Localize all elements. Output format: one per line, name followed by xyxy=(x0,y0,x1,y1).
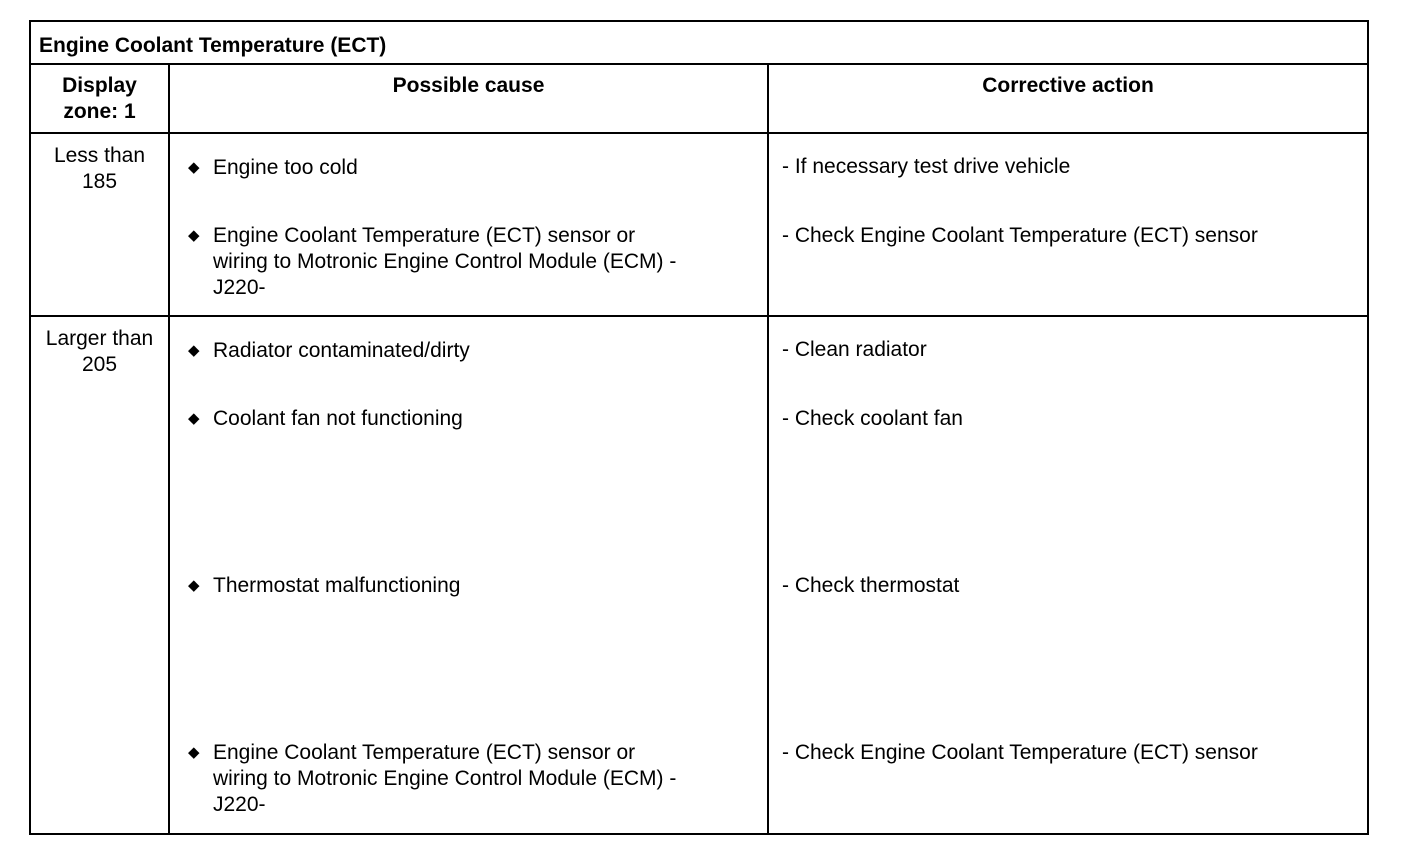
cause-line: Radiator contaminated/dirty xyxy=(213,339,470,363)
cause-cell xyxy=(169,133,768,316)
action-cell xyxy=(768,316,1368,834)
action-cell xyxy=(768,133,1368,316)
action-item: - Clean radiator xyxy=(782,338,927,362)
cause-cell xyxy=(169,316,768,834)
action-item: - Check thermostat xyxy=(782,574,960,598)
ect-diagnostic-table xyxy=(29,20,1369,835)
diamond-bullet-icon: ◆ xyxy=(188,159,200,177)
table-row xyxy=(30,133,1368,316)
diamond-bullet-icon: ◆ xyxy=(188,744,200,762)
title-row xyxy=(30,21,1368,64)
zone-line-2: 185 xyxy=(81,170,118,194)
cause-line: Engine Coolant Temperature (ECT) sensor or xyxy=(213,741,636,765)
cause-line: Engine Coolant Temperature (ECT) sensor or xyxy=(213,224,636,248)
cause-item xyxy=(170,740,767,818)
diamond-bullet-icon: ◆ xyxy=(188,410,200,428)
diamond-bullet-icon: ◆ xyxy=(188,342,200,360)
cause-line: J220- xyxy=(213,793,266,817)
header-display-zone-line-1: Display xyxy=(62,74,137,98)
diamond-bullet-icon: ◆ xyxy=(188,227,200,245)
zone-line-2: 205 xyxy=(81,353,118,377)
header-possible-cause: Possible cause xyxy=(169,64,768,133)
header-display-zone-line-2: zone: 1 xyxy=(63,100,136,124)
cause-item xyxy=(170,223,767,301)
header-corrective-action: Corrective action xyxy=(768,64,1368,133)
zone-cell xyxy=(30,316,169,834)
cause-line: wiring to Motronic Engine Control Module (ECM) - xyxy=(213,767,677,791)
cause-item xyxy=(170,406,767,432)
diamond-bullet-icon: ◆ xyxy=(188,577,200,595)
zone-line-1: Less than xyxy=(53,144,146,168)
cause-line: Engine too cold xyxy=(213,156,358,180)
cause-item xyxy=(170,573,767,599)
cause-item xyxy=(170,155,767,181)
table-row xyxy=(30,316,1368,834)
action-item: - Check coolant fan xyxy=(782,407,963,431)
zone-line-1: Larger than xyxy=(45,327,154,351)
action-item: - If necessary test drive vehicle xyxy=(782,155,1071,179)
cause-line: Coolant fan not functioning xyxy=(213,407,463,431)
zone-cell xyxy=(30,133,169,316)
cause-line: J220- xyxy=(213,276,266,300)
action-item: - Check Engine Coolant Temperature (ECT) sensor xyxy=(782,224,1258,248)
header-display-zone xyxy=(30,64,169,133)
header-row xyxy=(30,64,1368,133)
action-item: - Check Engine Coolant Temperature (ECT) sensor xyxy=(782,741,1258,765)
cause-line: wiring to Motronic Engine Control Module (ECM) - xyxy=(213,250,677,274)
cause-line: Thermostat malfunctioning xyxy=(213,574,461,598)
cause-item xyxy=(170,338,767,364)
table-title: Engine Coolant Temperature (ECT) xyxy=(30,21,1368,64)
